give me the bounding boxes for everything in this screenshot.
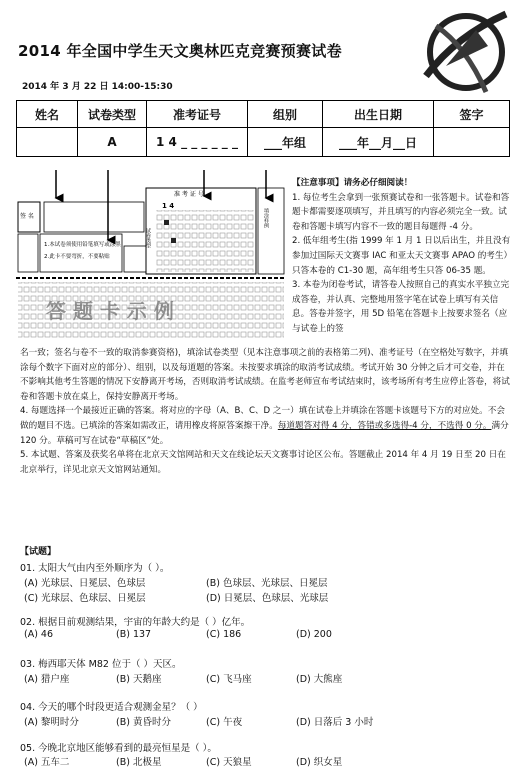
olympiad-logo (416, 6, 512, 94)
question-stem: 02. 根据目前观测结果，宇宙的年龄大约是（ ）亿年。 (20, 617, 251, 628)
question-stem: 05. 今晚北京地区能够看到的最亮恒星是（ ）。 (20, 743, 217, 754)
option-a: (A) 五车二 (24, 757, 70, 768)
note-item: 1. 每位考生会拿到一张预赛试卷和一张答题卡。试卷和答题卡都需要逐项填写，并且填写的内容必须完全一致。试卷和答题卡填写内容不一致的题目每题得 -4 分。 (292, 192, 510, 232)
birth-date-field[interactable]: ___年__月__日 (323, 128, 434, 157)
question-stem: 04. 今天的哪个时段更适合观测金星？（ ） (20, 702, 203, 713)
option-b: (B) 137 (116, 629, 152, 640)
sheet-header: 准 考 证 号 (174, 191, 204, 198)
header-signature: 签字 (434, 101, 510, 128)
option-b: (B) 黄昏时分 (116, 717, 171, 728)
sheet-instruction-1: 1.本试卷须使用铅笔填写或涂黑 (44, 242, 121, 248)
group-field[interactable]: ___年组 (248, 128, 323, 157)
sheet-instruction-2: 2.此卡不要弯折，不要粘贴 (44, 254, 110, 260)
exam-date: 2014 年 3 月 22 日 14:00-15:30 (22, 82, 173, 92)
name-field[interactable] (17, 128, 78, 157)
option-a: (A) 黎明时分 (24, 717, 79, 728)
header-birth-date: 出生日期 (323, 101, 434, 128)
questions-heading: 【试题】 (20, 547, 57, 557)
note-3-continued: 名一致；签名与卷不一致的取消参赛资格)，填涂试卷类型（见本注意事项之前的表格第二列)、准考证号（在空格处写数字，并填涂每个数字下面对应的部分）、组别，以及每道题的答案。未按要求填涂的取消考试成绩。考试开始 30 分钟之后才可交卷，并在不影响其他考生答题的情况下安静离开考场，否则取消考试成绩。在监考老师宣布考试结束时，该考场所有考生应停止答卷，将试卷和答题卡放在桌上，保持安静离开考场。 (20, 348, 510, 402)
header-paper-type: 试卷类型 (78, 101, 147, 128)
header-exam-number: 准考证号 (147, 101, 248, 128)
exam-number-field[interactable]: 1 4 _ _ _ _ _ _ (147, 128, 248, 157)
answer-sheet-example (16, 168, 286, 344)
exam-title: 2014 年全国中学生天文奥林匹克竞赛预赛试卷 (18, 42, 342, 60)
option-b: (B) 北极星 (116, 757, 162, 768)
scoring-rule: 每道题答对得 4 分，答错或多选得-4 分，不选得 0 分。 (277, 420, 492, 431)
notes-heading: 【注意事项】请务必仔细阅读！ (292, 178, 413, 188)
option-c: (C) 光球层、色球层、日冕层 (24, 593, 146, 604)
option-c: (C) 飞马座 (206, 674, 252, 685)
option-d: (D) 织女星 (296, 757, 343, 768)
option-d: (D) 200 (296, 629, 332, 640)
option-d: (D) 日冕层、色球层、光球层 (206, 593, 329, 604)
paper-type-value: A (78, 128, 147, 157)
header-name: 姓名 (17, 101, 78, 128)
option-a: (A) 光球层、日冕层、色球层 (24, 578, 146, 589)
option-c: (C) 天狼星 (206, 757, 252, 768)
sheet-watermark: 答 题 卡 示 例 (46, 299, 174, 323)
option-c: (C) 午夜 (206, 717, 243, 728)
sheet-side-label-1: 试卷类型 (145, 228, 151, 248)
option-d: (D) 日落后 3 小时 (296, 717, 374, 728)
note-item: 3. 本卷为闭卷考试，请答卷人按照自己的真实水平独立完成答卷，并认真、完整地用签字笔在试卷上填写有关信息。答卷并签字，用 5D 铅笔在答题卡上按要求签名（应与试卷上的签 (292, 280, 510, 334)
question-stem: 03. 梅西耶天体 M82 位于（ ）天区。 (20, 659, 182, 670)
option-a: (A) 46 (24, 629, 54, 640)
sheet-header-digits: 1 4 (162, 202, 175, 210)
option-a: (A) 猎户座 (24, 674, 70, 685)
header-group: 组别 (248, 101, 323, 128)
question-stem: 01. 太阳大气由内至外顺序为（ ）。 (20, 563, 170, 574)
note-5: 5. 本试题、答案及获奖名单将在北京天文馆网站和天文在线论坛天文赛事讨论区公布。答题截止 2014 年 4 月 19 日至 20 日在北京举行，详见北京天文馆网站通知。 (20, 450, 506, 475)
option-b: (B) 色球层、光球层、日冕层 (206, 578, 328, 589)
notes-panel (292, 176, 512, 337)
option-d: (D) 大熊座 (296, 674, 343, 685)
option-b: (B) 天鹅座 (116, 674, 162, 685)
sheet-side-label-2: 填涂样例 (263, 208, 269, 228)
box-label: 签 名 (20, 213, 34, 220)
info-table (16, 100, 510, 157)
signature-field[interactable] (434, 128, 510, 157)
option-c: (C) 186 (206, 629, 242, 640)
notes-continued (20, 346, 510, 477)
note-item: 2. 低年组考生(指 1999 年 1 月 1 日以后出生，并且没有参加过国际天文赛事 IAC 和亚太天文赛事 APAO 的考生）只答本卷的 C1-30 题，高年组考生只答 06-35 题。 (292, 236, 511, 276)
note-4: 4. 每题选择一个最接近正确的答案。将对应的字母（A、B、C、D 之一）填在试卷上并填涂在答题卡该题号下方的对应处。不会做的题目不选。已填涂的答案如需改正，请用橡皮将原答案擦干净。每道题答对得 4 分，答错或多选得-4 分，不选得 0 分。满分 120 分。草稿可写在试卷“草稿区”处。 (20, 406, 509, 446)
